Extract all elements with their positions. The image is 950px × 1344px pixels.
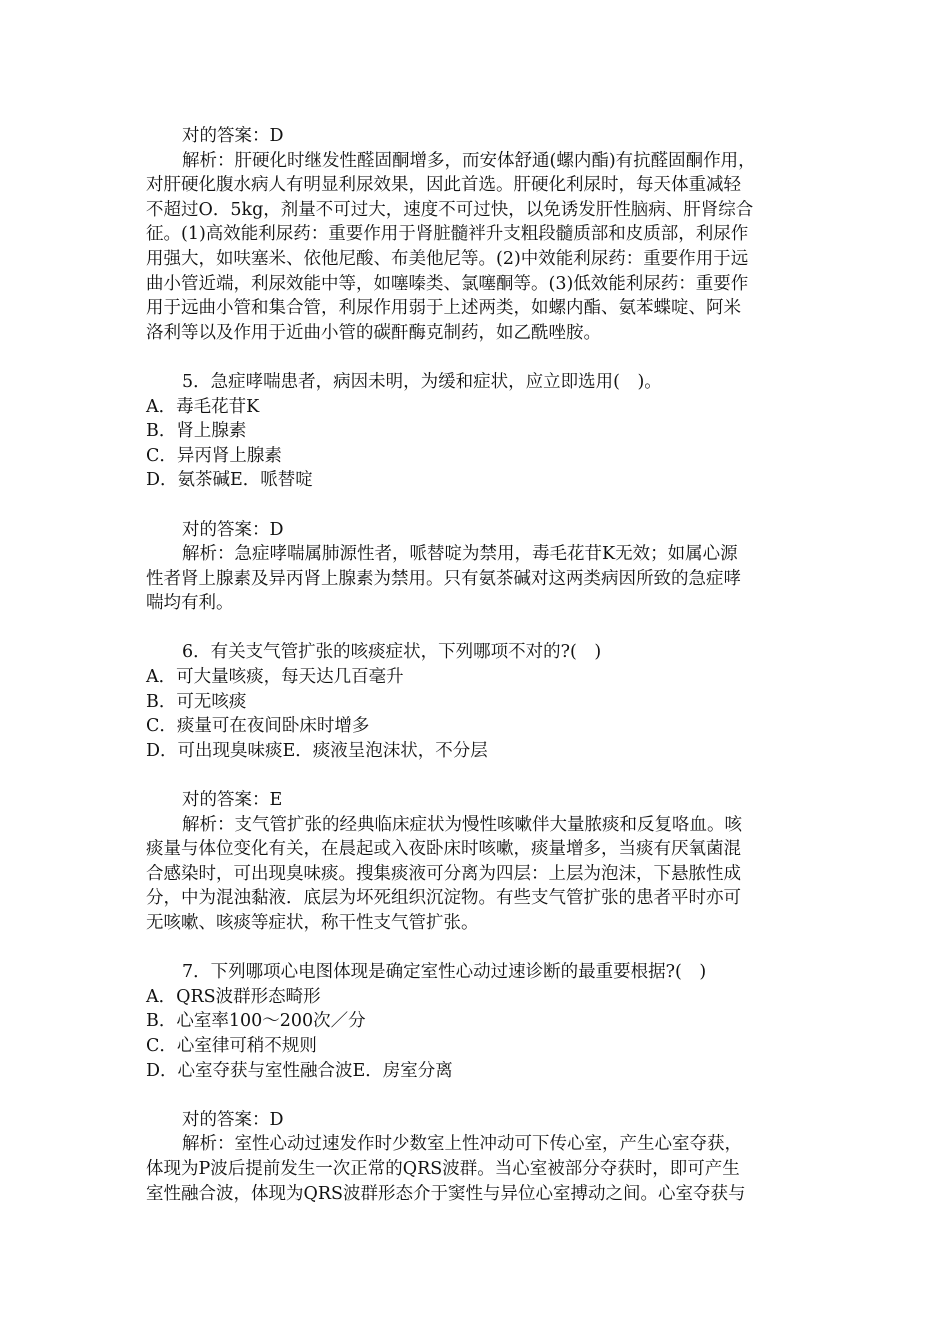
analysis-line: 分，中为混浊黏液．底层为坏死组织沉淀物。有些支气管扩张的患者平时亦可 <box>146 888 741 909</box>
option-line: A．毒毛花苷K <box>146 396 260 417</box>
answer-block <box>146 788 814 936</box>
document-body <box>146 124 814 1206</box>
paragraph-gap <box>146 345 814 370</box>
option-line: A．可大量咳痰，每天达几百毫升 <box>146 667 404 688</box>
question-block <box>146 960 814 1083</box>
option-line: D．心室夺获与室性融合波E．房室分离 <box>146 1060 453 1081</box>
analysis-line: 洛利等以及作用于近曲小管的碳酐酶克制药，如乙酰唑胺。 <box>146 322 601 343</box>
option-line: D．可出现臭味痰E．痰液呈泡沫状，不分层 <box>146 740 488 761</box>
paragraph-gap <box>146 763 814 788</box>
analysis-line: 解析：室性心动过速发作时少数室上性冲动可下传心室，产生心室夺获， <box>182 1134 742 1155</box>
option-line: D．氨茶碱E．哌替啶 <box>146 470 313 491</box>
analysis-line: 喘均有利。 <box>146 593 234 614</box>
analysis-line: 解析：急症哮喘属肺源性者，哌替啶为禁用，毒毛花苷K无效；如属心源 <box>182 544 738 565</box>
analysis-line: 室性融合波，体现为QRS波群形态介于窦性与异位心室搏动之间。心室夺获与 <box>146 1183 746 1204</box>
analysis-line: 不超过O．5kg，剂量不可过大，速度不可过快，以免诱发肝性脑病、肝肾综合 <box>146 199 754 220</box>
option-line: C．心室律可稍不规则 <box>146 1035 317 1056</box>
question-text: 7．下列哪项心电图体现是确定室性心动过速诊断的最重要根据?( ) <box>182 962 707 983</box>
paragraph-gap <box>146 936 814 961</box>
question-text: 5．急症哮喘患者，病因未明，为缓和症状，应立即选用( )。 <box>182 371 662 392</box>
paragraph-gap <box>146 1083 814 1108</box>
answer-text: 对的答案：E <box>182 790 283 811</box>
option-line: C．异丙肾上腺素 <box>146 445 282 466</box>
option-line: B．肾上腺素 <box>146 421 247 442</box>
analysis-line: 对肝硬化腹水病人有明显利尿效果，因此首选。肝硬化利尿时，每天体重减轻 <box>146 175 741 196</box>
option-line: A．QRS波群形态畸形 <box>146 986 321 1007</box>
question-block <box>146 640 814 763</box>
option-line: B．心室率100～200次／分 <box>146 1011 366 1032</box>
analysis-line: 无咳嗽、咳痰等症状，称干性支气管扩张。 <box>146 913 479 933</box>
analysis-line: 用强大，如呋塞米、依他尼酸、布美他尼等。(2)中效能利尿药：重要作用于远 <box>146 248 749 269</box>
analysis-line: 痰量与体位变化有关，在晨起或入夜卧床时咳嗽，痰量增多，当痰有厌氧菌混 <box>146 839 741 860</box>
analysis-line: 征。(1)高效能利尿药：重要作用于肾脏髓袢升支粗段髓质部和皮质部，利尿作 <box>146 224 749 245</box>
option-line: B．可无咳痰 <box>146 691 247 712</box>
answer-text: 对的答案：D <box>182 1109 284 1130</box>
analysis-line: 合感染时，可出现臭味痰。搜集痰液可分离为四层：上层为泡沫，下悬脓性成 <box>146 863 741 884</box>
analysis-line: 性者肾上腺素及异丙肾上腺素为禁用。只有氨茶碱对这两类病因所致的急症哮 <box>146 568 741 589</box>
answer-text: 对的答案：D <box>182 519 284 540</box>
answer-text: 对的答案：D <box>182 126 284 146</box>
analysis-line: 曲小管近端，利尿效能中等，如噻嗪类、氯噻酮等。(3)低效能利尿药：重要作 <box>146 273 749 294</box>
question-block <box>146 370 814 493</box>
option-line: C．痰量可在夜间卧床时增多 <box>146 716 370 737</box>
analysis-line: 用于远曲小管和集合管，利尿作用弱于上述两类，如螺内酯、氨苯蝶啶、阿米 <box>146 298 741 319</box>
answer-block <box>146 1108 814 1206</box>
question-text: 6．有关支气管扩张的咳痰症状，下列哪项不对的?( ) <box>182 642 602 663</box>
answer-block <box>146 124 814 345</box>
analysis-line: 解析：肝硬化时继发性醛固酮增多，而安体舒通(螺内酯)有抗醛固酮作用， <box>182 150 756 171</box>
analysis-line: 体现为P波后提前发生一次正常的QRS波群。当心室被部分夺获时，即可产生 <box>146 1158 740 1179</box>
answer-block <box>146 518 814 616</box>
paragraph-gap <box>146 493 814 518</box>
paragraph-gap <box>146 616 814 641</box>
analysis-line: 解析：支气管扩张的经典临床症状为慢性咳嗽伴大量脓痰和反复咯血。咳 <box>182 814 742 835</box>
